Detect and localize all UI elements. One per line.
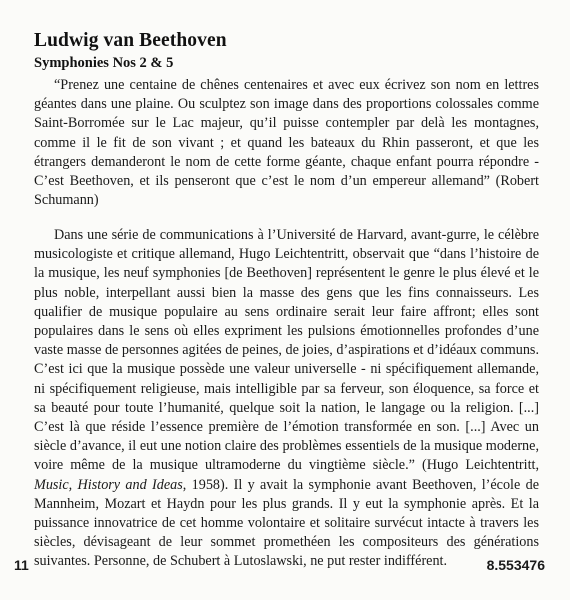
page-number: 11: [14, 557, 29, 573]
page-subtitle: Symphonies Nos 2 & 5: [34, 55, 174, 71]
body-paragraph: [34, 226, 539, 572]
body-text-part-1: Dans une série de communications à l’Université de Harvard, avant-gurre, le célèbre musicologiste et critique allemand, Hugo Leichtentritt, observait que “dans l’histoire de la musique, les neuf symphonies [de Beethoven] représentent le genre le plus élevé et le plus noble, interpellant aussi bien la masse des gens que les fins connaisseurs. Les qualifier de musique populaire au sens ordinaire serait leur faire affront; elles sont populaires dans le sens où elles expriment les pulsions émotionnelles profondes d’une vaste masse de personnes agitées de peines, de joies, d’aspirations et d’idéaux communs. C’est ici que la musique possède une valeur universelle - ni spécifiquement allemande, ni spécifiquement religieuse, mais intelligible par sa ferveur, son éloquence, sa force et sa beauté pour toute l’humanité, quelque soit la nation, le langage ou la religion. [...] C’est là que réside l’essence première de l’émotion transformée en son. [...] Avec un siècle d’avance, il eut une notion claire des problèmes essentiels de la musique moderne, voire même de la musique ultramoderne du vingtième siècle.” (Hugo Leichtentritt,: [34, 227, 539, 474]
body-text-part-2: , 1958). Il y avait la symphonie avant Beethoven, l’école de Mannheim, Mozart et Haydn pour les plus grands. Il y eut la symphonie après. Et la puissance innovatrice de cet homme volontaire et solitaire survécut intacte à travers les siècles, dévisageant de leur sommet promethéen les compositeurs des générations suivantes. Personne, de Schubert à Lutoslawski, ne put rester indifférent.: [34, 476, 540, 570]
schumann-quote: “Prenez une centaine de chênes centenaires et avec eux écrivez son nom en lettres géantes dans une plaine. Ou sculptez son image dans des proportions colossales comme Saint-Borromée sur le Lac majeur, qu’il puisse contempler par delà les montagnes, comme il le fit de son vivant ; et quand les bateaux du Rhin passeront, et que les étrangers demanderont le nom de cette forme géante, chaque enfant pourra répondre - C’est Beethoven, et ils penseront que c’est le nom d’un empereur allemand” (Robert Schumann): [34, 77, 539, 209]
catalogue-number: 8.553476: [486, 557, 545, 573]
page-title: Ludwig van Beethoven: [34, 30, 227, 51]
book-title-italic: Music, History and Ideas: [34, 476, 183, 493]
